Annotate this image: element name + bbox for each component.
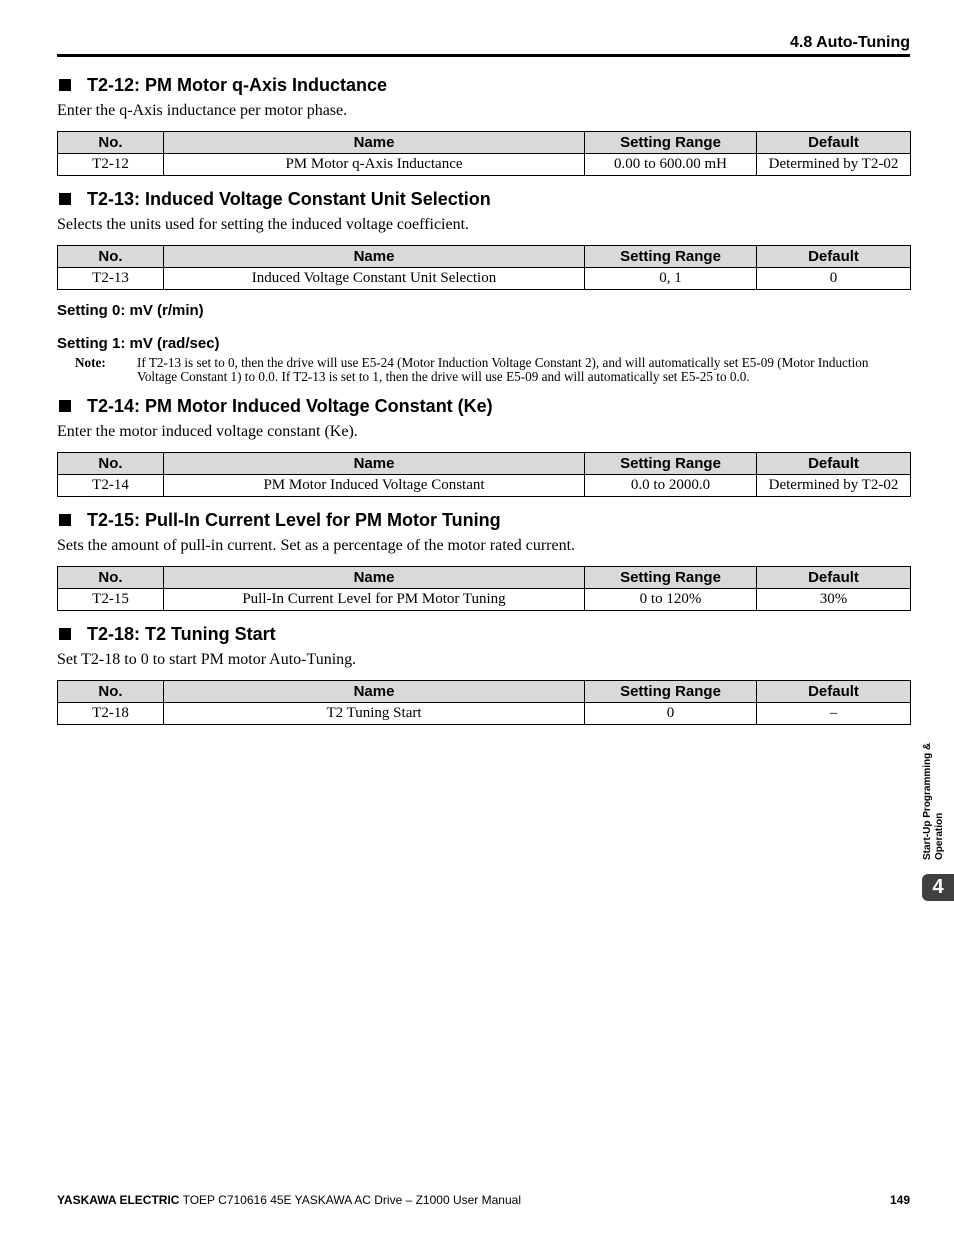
param-section-t2-12 — [57, 74, 910, 176]
param-section-t2-15 — [57, 509, 910, 611]
col-default: Default — [757, 567, 911, 589]
cell-range: 0, 1 — [585, 268, 757, 290]
param-heading: T2-12: PM Motor q-Axis Inductance — [57, 74, 910, 96]
cell-range: 0.00 to 600.00 mH — [585, 154, 757, 176]
cell-name: Pull-In Current Level for PM Motor Tuning — [164, 589, 585, 611]
param-heading: T2-18: T2 Tuning Start — [57, 623, 910, 645]
param-description: Enter the q-Axis inductance per motor phase. — [57, 102, 348, 119]
square-bullet-icon — [59, 628, 71, 640]
cell-no: T2-18 — [58, 703, 164, 725]
col-default: Default — [757, 246, 911, 268]
page-footer — [57, 1193, 910, 1207]
col-setting-range: Setting Range — [585, 681, 757, 703]
col-no: No. — [58, 453, 164, 475]
note-label: Note: — [75, 355, 106, 370]
col-name: Name — [164, 132, 585, 154]
cell-no: T2-15 — [58, 589, 164, 611]
cell-no: T2-13 — [58, 268, 164, 290]
param-section-t2-18 — [57, 623, 910, 725]
param-description: Set T2-18 to 0 to start PM motor Auto-Tuning. — [57, 651, 357, 668]
cell-range: 0 to 120% — [585, 589, 757, 611]
col-no: No. — [58, 132, 164, 154]
header-rule — [57, 54, 910, 57]
setting-0-label: Setting 0: mV (r/min) — [57, 302, 204, 319]
col-name: Name — [164, 567, 585, 589]
param-table — [57, 680, 911, 725]
note-text: If T2-13 is set to 0, then the drive will use E5-24 (Motor Induction Voltage Constant 2), and will automatically set E5-09 (Motor Induction Voltage Constant 1) to 0.0. If T2-13 is set to 1, then the drive will use E5-09 and will automatically set E5-25 to 0.0. — [137, 355, 869, 384]
setting-1-label: Setting 1: mV (rad/sec) — [57, 335, 220, 352]
chapter-tab-number[interactable]: 4 — [922, 874, 954, 901]
param-table — [57, 566, 911, 611]
col-default: Default — [757, 453, 911, 475]
table-row — [58, 268, 911, 290]
param-heading: T2-14: PM Motor Induced Voltage Constant (Ke) — [57, 395, 910, 417]
col-no: No. — [58, 681, 164, 703]
cell-name: Induced Voltage Constant Unit Selection — [164, 268, 585, 290]
cell-range: 0 — [585, 703, 757, 725]
table-header-row — [58, 132, 911, 154]
cell-default: Determined by T2-02 — [757, 154, 911, 176]
param-table — [57, 131, 911, 176]
table-header-row — [58, 681, 911, 703]
section-header: 4.8 Auto-Tuning — [790, 34, 910, 51]
param-section-t2-13 — [57, 188, 910, 290]
chapter-tab-label: Start-Up Programming & Operation — [922, 742, 945, 860]
table-row — [58, 154, 911, 176]
col-name: Name — [164, 246, 585, 268]
table-header-row — [58, 246, 911, 268]
param-description: Selects the units used for setting the induced voltage coefficient. — [57, 216, 470, 233]
cell-name: T2 Tuning Start — [164, 703, 585, 725]
square-bullet-icon — [59, 514, 71, 526]
cell-default: 0 — [757, 268, 911, 290]
square-bullet-icon — [59, 400, 71, 412]
col-no: No. — [58, 246, 164, 268]
square-bullet-icon — [59, 193, 71, 205]
cell-name: PM Motor q-Axis Inductance — [164, 154, 585, 176]
param-description: Sets the amount of pull-in current. Set as a percentage of the motor rated current. — [57, 537, 576, 554]
param-table — [57, 245, 911, 290]
col-setting-range: Setting Range — [585, 132, 757, 154]
table-row — [58, 475, 911, 497]
col-setting-range: Setting Range — [585, 246, 757, 268]
note-block — [75, 356, 910, 384]
cell-name: PM Motor Induced Voltage Constant — [164, 475, 585, 497]
table-row — [58, 703, 911, 725]
table-row — [58, 589, 911, 611]
cell-default: – — [757, 703, 911, 725]
col-setting-range: Setting Range — [585, 567, 757, 589]
table-header-row — [58, 453, 911, 475]
footer-brand: YASKAWA ELECTRIC — [57, 1193, 180, 1207]
table-header-row — [58, 567, 911, 589]
col-no: No. — [58, 567, 164, 589]
param-description: Enter the motor induced voltage constant (Ke). — [57, 423, 358, 440]
param-heading: T2-15: Pull-In Current Level for PM Motor Tuning — [57, 509, 910, 531]
param-table — [57, 452, 911, 497]
param-section-t2-14 — [57, 395, 910, 497]
col-default: Default — [757, 681, 911, 703]
square-bullet-icon — [59, 79, 71, 91]
page-number: 149 — [889, 1193, 910, 1207]
param-heading: T2-13: Induced Voltage Constant Unit Selection — [57, 188, 910, 210]
cell-default: Determined by T2-02 — [757, 475, 911, 497]
cell-no: T2-14 — [58, 475, 164, 497]
col-default: Default — [757, 132, 911, 154]
cell-default: 30% — [757, 589, 911, 611]
cell-no: T2-12 — [58, 154, 164, 176]
col-name: Name — [164, 681, 585, 703]
cell-range: 0.0 to 2000.0 — [585, 475, 757, 497]
col-setting-range: Setting Range — [585, 453, 757, 475]
col-name: Name — [164, 453, 585, 475]
footer-doc: TOEP C710616 45E YASKAWA AC Drive – Z1000 User Manual — [182, 1193, 521, 1207]
